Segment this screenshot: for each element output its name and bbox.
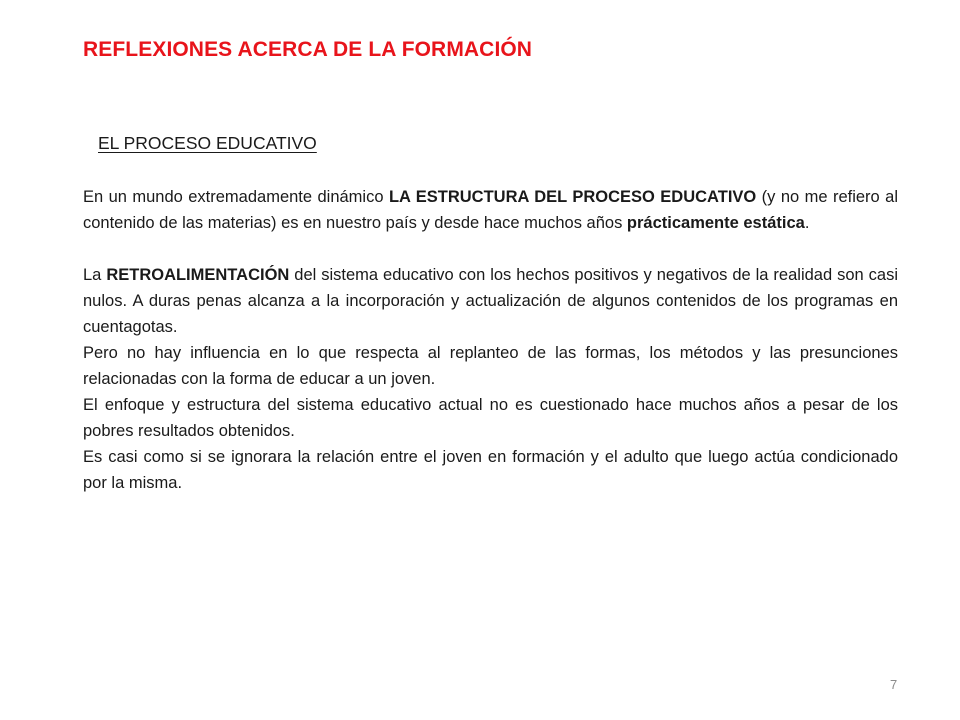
paragraph-2-bold-a: RETROALIMENTACIÓN xyxy=(106,266,290,284)
body-text xyxy=(83,184,898,496)
paragraph-5: Es casi como si se ignorara la relación entre el joven en formación y el adulto que luego actúa condicionado por la misma. xyxy=(83,448,898,492)
slide-title: REFLEXIONES ACERCA DE LA FORMACIÓN xyxy=(83,38,533,61)
paragraph-4: El enfoque y estructura del sistema educativo actual no es cuestionado hace muchos años a pesar de los pobres resultados obtenidos. xyxy=(83,396,898,440)
paragraph-1 xyxy=(83,184,898,236)
paragraph-2-text-b: del sistema educativo con los hechos positivos y negativos de la realidad son casi nulos. A duras penas alcanza a la incorporación y actualización de algunos contenidos de los programas en cuentagotas. xyxy=(83,266,898,336)
paragraph-1-text-b: (y no me refiero al contenido de las materias) es en nuestro país y desde hace muchos años xyxy=(83,188,898,232)
section-subtitle: EL PROCESO EDUCATIVO xyxy=(98,133,317,153)
paragraph-1-text-c: . xyxy=(804,214,810,232)
paragraph-2 xyxy=(83,262,898,340)
paragraph-spacer xyxy=(83,236,898,262)
paragraph-1-bold-a: LA ESTRUCTURA DEL PROCESO EDUCATIVO xyxy=(388,188,757,206)
paragraph-1-bold-b: prácticamente estática xyxy=(626,214,805,232)
paragraph-3: Pero no hay influencia en lo que respecta al replanteo de las formas, los métodos y las presunciones relacionadas con la forma de educar a un joven. xyxy=(83,344,898,388)
paragraph-1-text-a: En un mundo extremadamente dinámico xyxy=(83,188,389,206)
paragraph-2-text-a: La xyxy=(83,266,107,284)
page-number: 7 xyxy=(890,677,898,692)
